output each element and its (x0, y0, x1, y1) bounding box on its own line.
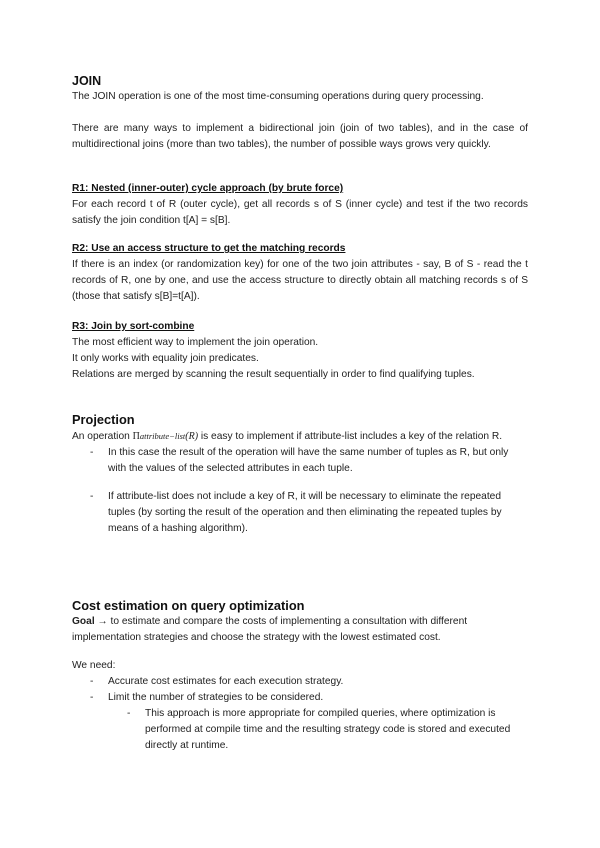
r1-text: For each record t of R (outer cycle), get all records s of S (inner cycle) and test if the two records satisfy the join condition t[A] = s[B]. (72, 199, 528, 226)
r3-line: It only works with equality join predicates. (72, 353, 259, 364)
bullet-text: Accurate cost estimates for each execution strategy. (108, 676, 344, 687)
join-intro: The JOIN operation is one of the most time-consuming operations during query processing. (72, 91, 484, 102)
sub-list-item (72, 706, 512, 754)
r3-heading: R3: Join by sort-combine (72, 321, 195, 332)
bullet-dash: - (90, 491, 94, 502)
pi-subscript: attribute−list (139, 431, 186, 441)
projection-intro (72, 428, 512, 445)
r3-line: Relations are merged by scanning the result sequentially in order to find qualifying tuples. (72, 369, 475, 380)
projection-formula (133, 431, 198, 442)
bullet-text: In this case the result of the operation will have the same number of tuples as R, but only with the values of the selected attributes in each tuple. (108, 447, 509, 474)
list-item (72, 445, 512, 477)
arrow-icon: → (97, 616, 108, 627)
goal-description: to estimate and compare the costs of implementing a consultation with different implementation strategies and choose the strategy with the lowest estimated cost. (72, 616, 468, 643)
bullet-dash: - (90, 692, 94, 703)
cost-section (72, 597, 512, 754)
r2-section (72, 241, 528, 305)
bullet-dash: - (90, 676, 94, 687)
bullet-dash: - (127, 708, 131, 719)
intro-text: An operation (72, 431, 133, 442)
cost-heading: Cost estimation on query optimization (72, 598, 305, 613)
list-item (72, 674, 512, 690)
pi-symbol: Π (132, 431, 140, 442)
pi-argument: (R) (185, 431, 199, 442)
list-item (72, 489, 512, 537)
bullet-dash: - (90, 447, 94, 458)
intro-text: is easy to implement if attribute-list includes a key of the relation R. (198, 431, 503, 442)
r2-text: If there is an index (or randomization key) for one of the two join attributes - say, B of S - read the t records of R, one by one, and use the access structure to directly obtain all matching records s of S (those that satisfy s[B]=t[A]). (72, 259, 528, 302)
join-paragraph: There are many ways to implement a bidirectional join (join of two tables), and in the case of multidirectional joins (more than two tables), the number of possible ways grows very quickly. (72, 123, 528, 150)
r2-heading: R2: Use an access structure to get the matching records (72, 243, 346, 254)
projection-heading: Projection (72, 412, 135, 427)
r1-section (72, 181, 528, 229)
list-item (72, 690, 512, 706)
goal-label: Goal (72, 616, 95, 627)
goal-text (72, 614, 512, 646)
join-heading: JOIN (72, 74, 102, 88)
join-section (72, 73, 528, 105)
r3-line: The most efficient way to implement the join operation. (72, 337, 319, 348)
bullet-text: Limit the number of strategies to be considered. (108, 692, 324, 703)
r1-heading: R1: Nested (inner-outer) cycle approach (by brute force) (72, 183, 344, 194)
projection-section (72, 411, 512, 537)
bullet-text: This approach is more appropriate for compiled queries, where optimization is performed at compile time and the resulting strategy code is stored and executed directly at runtime. (145, 708, 511, 751)
r3-section (72, 319, 528, 383)
bullet-text: If attribute-list does not include a key of R, it will be necessary to eliminate the repeated tuples (by sorting the result of the operation and then eliminating the repeated tuples by means of a hashing algorithm). (108, 491, 502, 534)
we-need: We need: (72, 660, 116, 671)
